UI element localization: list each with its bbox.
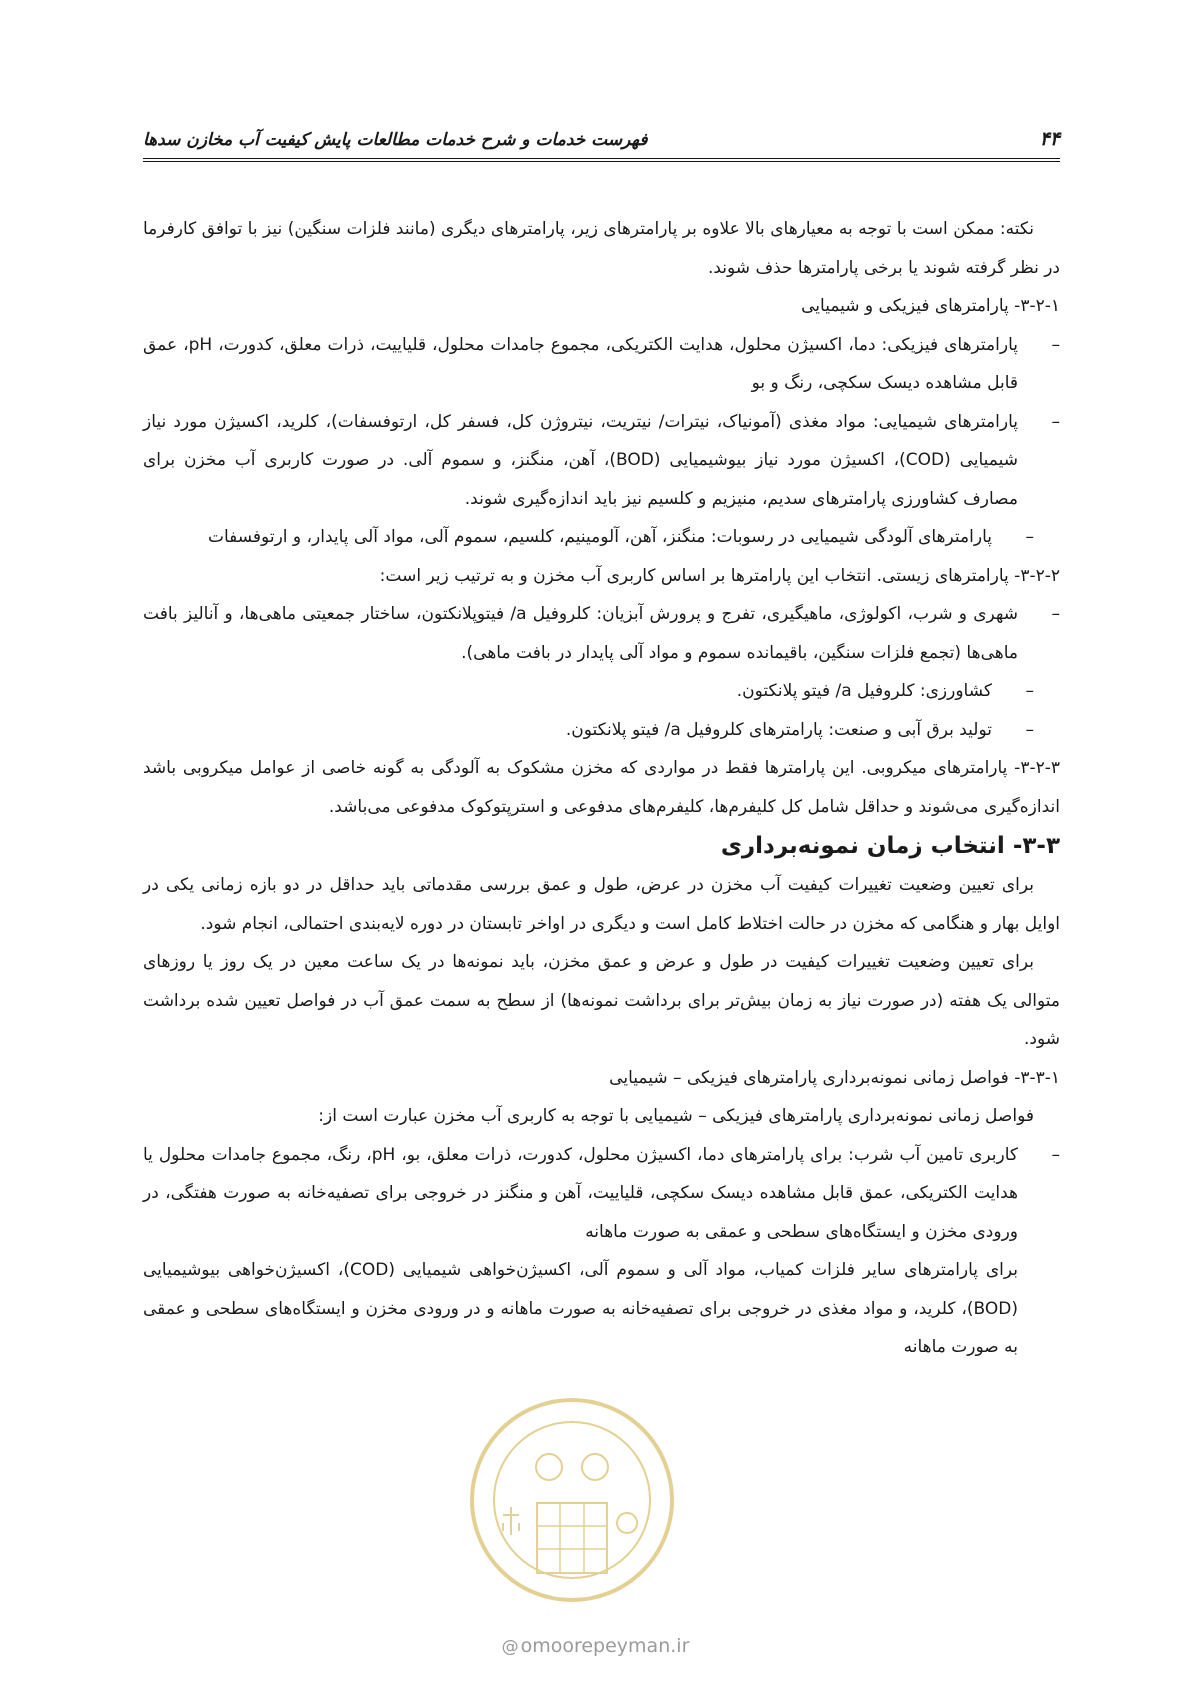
list-item (143, 326, 1060, 403)
list-item-text: کشاورزی: کلروفیل a/ فیتو پلانکتون. (736, 681, 992, 701)
list-item-text: کاربری تامین آب شرب: برای پارامترهای دما، اکسیژن محلول، کدورت، ذرات معلق، بو، pH، رنگ، مجموع جامدات محلول یا هدایت الکتریکی، عمق قابل مشاهده دیسک سکچی، قلیاییت، آهن و منگنز در خروجی برای تصفیه‌خانه به صورت هفتگی، در ورودی مخزن و ایستگاه‌های سطحی و عمقی به صورت ماهانه (143, 1144, 1018, 1242)
subheading-3-2-1: ۳-۲-۱- پارامترهای فیزیکی و شیمیایی (801, 296, 1060, 316)
bullet-dash: – (1051, 604, 1060, 624)
bullet-dash: – (1025, 527, 1034, 547)
list-item (143, 711, 1060, 750)
bullet-dash: – (1051, 411, 1060, 432)
page-header (143, 122, 1060, 162)
section-title: ۳-۳- انتخاب زمان نمونه‌برداری (720, 833, 1060, 859)
bullet-dash: – (1051, 1144, 1060, 1165)
list-item-text: تولید برق آبی و صنعت: پارامترهای کلروفیل a/ فیتو پلانکتون. (565, 719, 992, 740)
list-item-text: شهری و شرب، اکولوژی، ماهیگیری، تفرج و پرورش آبزیان: کلروفیل a/ فیتوپلانکتون، ساختار جمعیتی ماهی‌ها، و آنالیز بافت ماهی‌ها (تجمع فلزات سنگین، باقیمانده سموم و مواد آلی پایدار در بافت ماهی). (143, 604, 1018, 663)
list-item-text: پارامترهای آلودگی شیمیایی در رسوبات: منگنز، آهن، آلومینیم، کلسیم، سموم آلی، مواد آلی پایدار، و ارتوفسفات (207, 527, 992, 547)
header-title: فهرست خدمات و شرح خدمات مطالعات پایش کیفیت آب مخازن سدها (143, 130, 648, 150)
list-item (143, 595, 1060, 672)
subheading-3-2-2: ۳-۲-۲- پارامترهای زیستی. انتخاب این پارامترها بر اساس کاربری آب مخزن و به ترتیب زیر است: (379, 565, 1060, 586)
seal-stamp (467, 1395, 677, 1605)
watermark (0, 1635, 1191, 1657)
list-item (143, 672, 1060, 711)
bullet-dash: – (1025, 681, 1034, 701)
body-text (143, 210, 1060, 1367)
watermark-text: omoorepeyman.ir (520, 1635, 690, 1657)
list-item (143, 518, 1060, 557)
list-item-continuation: برای پارامترهای سایر فلزات کمیاب، مواد آلی و سموم آلی، اکسیژن‌خواهی شیمیایی (COD)، اکسیژن‌خواهی بیوشیمیایی (BOD)، کلرید، و مواد مغذی در خروجی برای تصفیه‌خانه به صورت ماهانه و در ورودی مخزن و ایستگاه‌های سطحی و عمقی به صورت ماهانه (143, 1260, 1019, 1357)
bullet-dash: – (1025, 719, 1034, 740)
paragraph: برای تعیین وضعیت تغییرات کیفیت در طول و عرض و عمق مخزن، باید نمونه‌ها در یک ساعت معین در یک روز یا روزهای متوالی یک هفته (در صورت نیاز به زمان بیش‌تر برای برداشت نمونه‌ها) از سطح به سمت عمق آب در فواصل تعیین شده برداشت شود. (143, 952, 1060, 1049)
at-sign-icon: @ (501, 1637, 519, 1657)
bullet-dash: – (1051, 334, 1060, 355)
list-item-text: پارامترهای فیزیکی: دما، اکسیژن محلول، هدایت الکتریکی، مجموع جامدات محلول، قلیاییت، ذرات معلق، کدورت، pH، عمق قابل مشاهده دیسک سکچی، رنگ و بو (143, 334, 1018, 393)
subheading-3-2-3: ۳-۲-۳- پارامترهای میکروبی. این پارامترها فقط در مواردی که مخزن مشکوک به آلودگی به گونه خاصی از عوامل میکروبی باشد اندازه‌گیری می‌شوند و حداقل شامل کل کلیفرم‌ها، کلیفرم‌های مدفوعی و استرپتوکوک مدفوعی می‌باشد. (143, 758, 1060, 817)
page-number: ۴۴ (1039, 128, 1060, 150)
subheading-3-3-1: ۳-۳-۱- فواصل زمانی نمونه‌برداری پارامترهای فیزیکی – شیمیایی (609, 1067, 1060, 1088)
paragraph: برای تعیین وضعیت تغییرات کیفیت آب مخزن در عرض، طول و عمق بررسی مقدماتی باید حداقل در دو بازه زمانی یکی در اوایل بهار و هنگامی که مخزن در حالت اختلاط کامل است و دیگری در اواخر تابستان در دوره لایه‌بندی احتمالی، انجام شود. (143, 875, 1060, 934)
list-item (143, 1136, 1060, 1367)
list-item (143, 403, 1060, 519)
list-item-text: پارامترهای شیمیایی: مواد مغذی (آمونیاک، نیترات/ نیتریت، نیتروژن کل، فسفر کل، ارتوفسفات)، کلرید، اکسیژن مورد نیاز شیمیایی (COD)، اکسیژن مورد نیاز بیوشیمیایی (BOD)، آهن، منگنز، و سموم آلی. در صورت کاربری آب مخزن برای مصارف کشاورزی پارامترهای سدیم، منیزیم و کلسیم نیز باید اندازه‌گیری شوند. (143, 411, 1018, 509)
paragraph: فواصل زمانی نمونه‌برداری پارامترهای فیزیکی – شیمیایی با توجه به کاربری آب مخزن عبارت است از: (318, 1106, 1034, 1126)
note-paragraph: نکته: ممکن است با توجه به معیارهای بالا علاوه بر پارامترهای زیر، پارامترهای دیگری (مانند فلزات سنگین) نیز با توافق کارفرما در نظر گرفته شوند یا برخی پارامترها حذف شوند. (143, 219, 1060, 278)
